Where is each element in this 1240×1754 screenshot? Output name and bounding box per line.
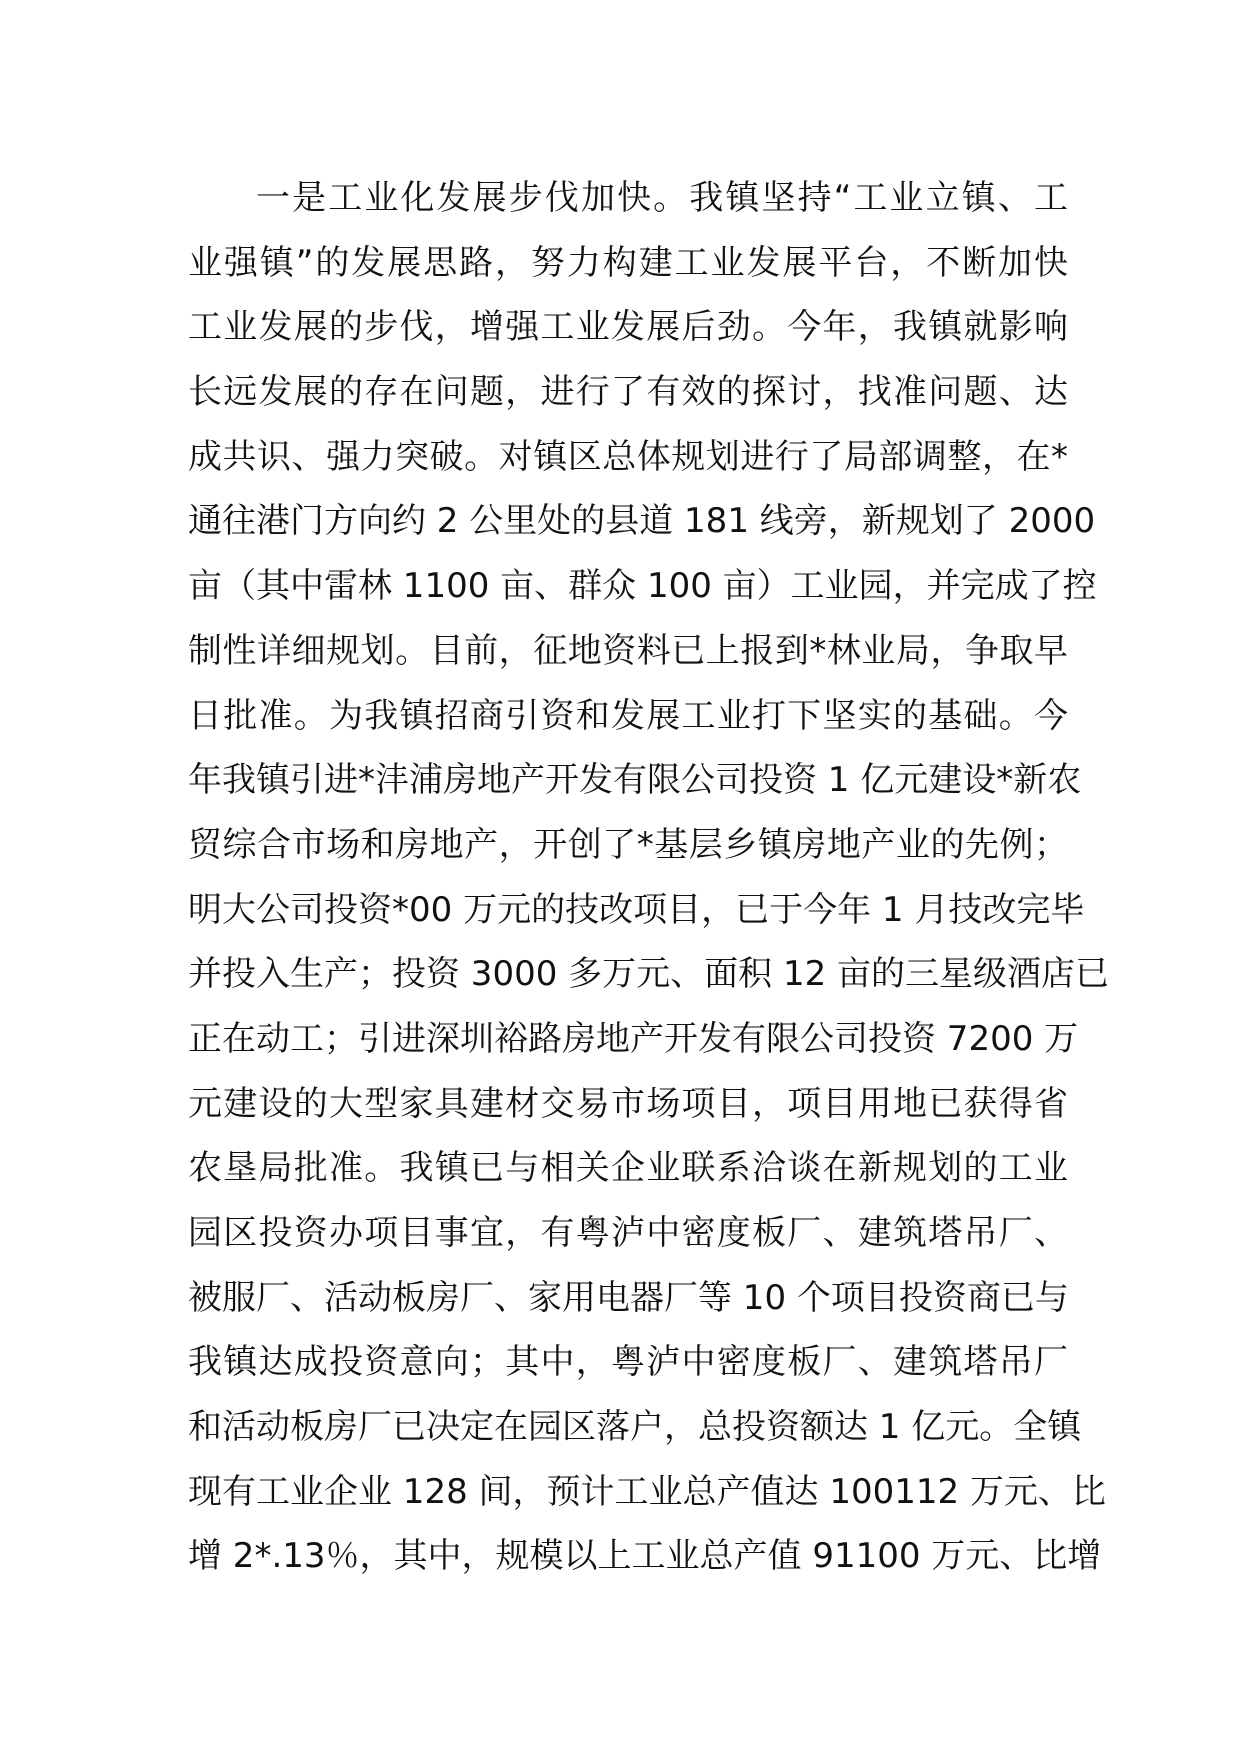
paragraph-line: 园区投资办项目事宜，有粤泸中密度板厂、建筑塔吊厂、 (188, 1213, 1068, 1253)
paragraph-line: 制性详细规划。目前，征地资料已上报到*林业局，争取早 (188, 630, 1068, 671)
paragraph-line: 并投入生产；投资 3000 多万元、面积 12 亩的三星级酒店已 (188, 954, 1110, 995)
paragraph-line: 贸综合市场和房地产，开创了*基层乡镇房地产业的先例； (188, 824, 1068, 865)
paragraph-line: 亩（其中雷林 1100 亩、群众 100 亩）工业园，并完成了控 (188, 566, 1097, 607)
paragraph-line: 被服厂、活动板房厂、家用电器厂等 10 个项目投资商已与 (188, 1277, 1069, 1318)
paragraph-line: 通往港门方向约 2 公里处的县道 181 线旁，新规划了 2000 (188, 501, 1096, 542)
paragraph-line: 现有工业企业 128 间，预计工业总产值达 100112 万元、比 (188, 1471, 1106, 1512)
body-paragraph (188, 166, 1110, 1589)
paragraph-line: 年我镇引进*沣浦房地产开发有限公司投资 1 亿元建设*新农 (188, 760, 1082, 801)
paragraph-line: 增 2*.13％，其中，规模以上工业总产值 91100 万元、比增 (188, 1536, 1102, 1577)
paragraph-line: 正在动工；引进深圳裕路房地产开发有限公司投资 7200 万 (188, 1018, 1079, 1059)
paragraph-line: 一是工业化发展步伐加快。我镇坚持“工业立镇、工 (256, 178, 1068, 218)
paragraph-line: 明大公司投资*00 万元的技改项目，已于今年 1 月技改完毕 (188, 889, 1085, 930)
paragraph-line: 工业发展的步伐，增强工业发展后劲。今年，我镇就影响 (188, 307, 1068, 348)
paragraph-line: 农垦局批准。我镇已与相关企业联系洽谈在新规划的工业 (188, 1148, 1068, 1189)
paragraph-line: 成共识、强力突破。对镇区总体规划进行了局部调整，在* (188, 436, 1068, 477)
paragraph-line: 元建设的大型家具建材交易市场项目，项目用地已获得省 (188, 1083, 1068, 1124)
paragraph-line: 业强镇”的发展思路，努力构建工业发展平台，不断加快 (188, 242, 1068, 283)
paragraph-line: 和活动板房厂已决定在园区落户，总投资额达 1 亿元。全镇 (188, 1407, 1082, 1448)
paragraph-line: 我镇达成投资意向；其中，粤泸中密度板厂、建筑塔吊厂 (188, 1342, 1068, 1383)
paragraph-line: 日批准。为我镇招商引资和发展工业打下坚实的基础。今 (188, 695, 1068, 736)
paragraph-line: 长远发展的存在问题，进行了有效的探讨，找准问题、达 (188, 372, 1068, 413)
